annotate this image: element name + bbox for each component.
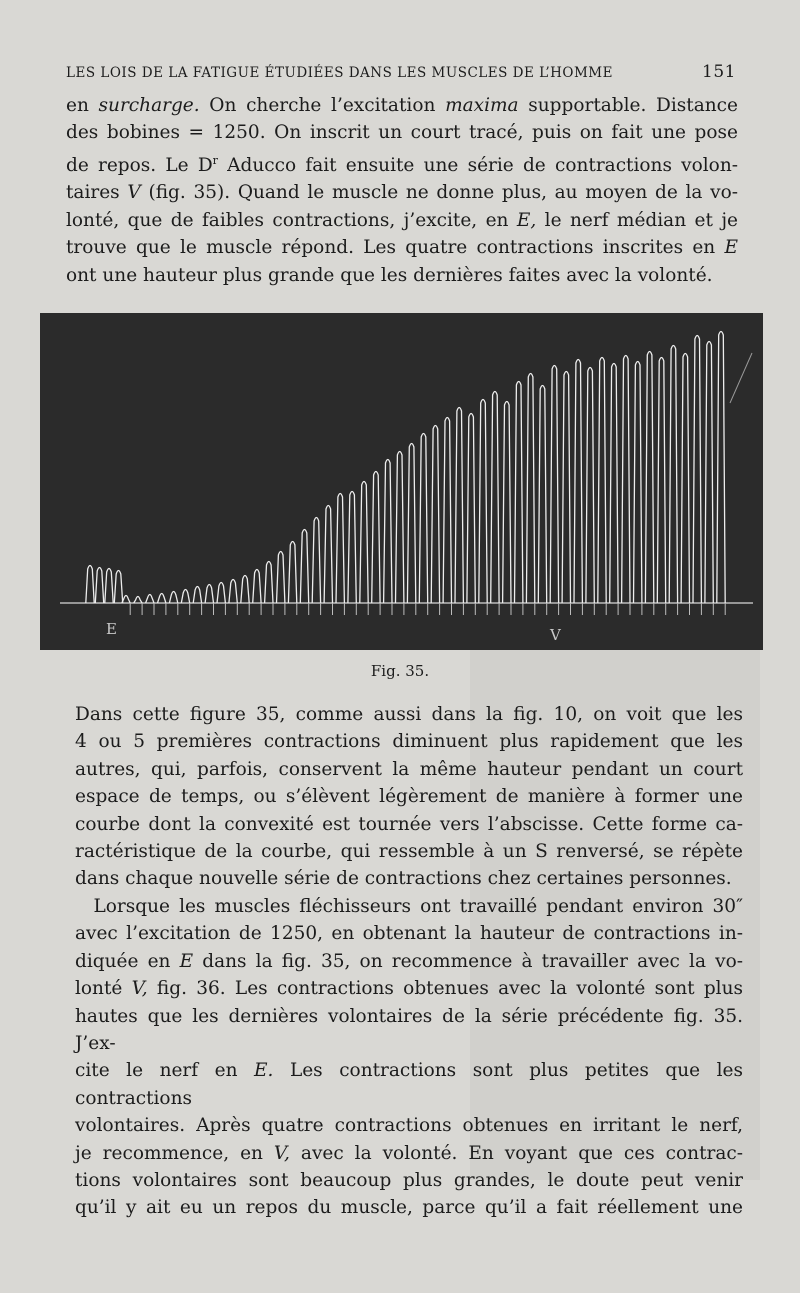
text-line: dans chaque nouvelle série de contractions chez certaines personnes. bbox=[75, 868, 732, 890]
text-line: autres, qui, parfois, conservent la même hauteur pendant un court bbox=[75, 758, 743, 780]
text-line: avec l’excitation de 1250, en obtenant la hauteur de contractions in- bbox=[75, 923, 743, 945]
text-line: Dans cette figure 35, comme aussi dans la fig. 10, on voit que les bbox=[75, 704, 743, 725]
text-line: des bobines = 1250. On inscrit un court tracé, puis on fait une pose bbox=[66, 122, 738, 144]
page-number: 151 bbox=[702, 62, 736, 82]
figure-35 bbox=[40, 313, 763, 650]
text-line: ont une hauteur plus grande que les dernières faites avec la volonté. bbox=[66, 264, 713, 286]
paragraph-3 bbox=[75, 893, 743, 1222]
smoked-paper-background bbox=[40, 313, 763, 650]
paragraph-2 bbox=[75, 701, 743, 893]
running-header bbox=[66, 62, 736, 82]
figure-caption: Fig. 35. bbox=[370, 662, 430, 680]
text-line: taires V (fig. 35). Quand le muscle ne donne plus, au moyen de la vo- bbox=[66, 182, 739, 204]
text-line: en surcharge. On cherche l’excitation maxima supportable. Distance bbox=[66, 95, 738, 116]
text-line: de repos. Le $D^r$ Aducco fait ensuite une série de contractions volon- bbox=[66, 153, 738, 176]
ergograph-trace bbox=[40, 313, 763, 650]
text-line: courbe dont la convexité est tournée vers l’abscisse. Cette forme ca- bbox=[75, 813, 743, 835]
text-line: tions volontaires sont beaucoup plus grandes, le doute peut venir bbox=[75, 1170, 743, 1192]
text-line: qu’il y ait eu un repos du muscle, parce qu’il a fait réellement une bbox=[75, 1197, 743, 1219]
text-line: espace de temps, ou s’élèvent légèrement de manière à former une bbox=[75, 786, 743, 808]
text-line: lonté V, fig. 36. Les contractions obtenues avec la volonté sont plus bbox=[75, 978, 743, 1000]
text-line: Lorsque les muscles fléchisseurs ont travaillé pendant environ 30″ bbox=[93, 896, 743, 917]
text-line: ractéristique de la courbe, qui ressemble à un S renversé, se répète bbox=[75, 841, 743, 863]
paragraph-1 bbox=[66, 92, 738, 289]
text-line: 4 ou 5 premières contractions diminuent plus rapidement que les bbox=[75, 731, 743, 753]
header-title: LES LOIS DE LA FATIGUE ÉTUDIÉES DANS LES MUSCLES DE L’HOMME bbox=[66, 65, 613, 81]
text-line: diquée en E dans la fig. 35, on recommence à travailler avec la vo- bbox=[75, 950, 743, 972]
text-line: hautes que les dernières volontaires de la série précédente fig. 35. J’ex- bbox=[75, 1005, 743, 1055]
text-line: cite le nerf en E. Les contractions sont plus petites que les contractions bbox=[75, 1060, 743, 1109]
text-line: lonté, que de faibles contractions, j’excite, en E, le nerf médian et je bbox=[66, 209, 738, 231]
text-line: trouve que le muscle répond. Les quatre contractions inscrites en E bbox=[66, 237, 738, 259]
text-line: je recommence, en V, avec la volonté. En voyant que ces contrac- bbox=[75, 1142, 743, 1164]
label-e: E bbox=[106, 620, 117, 638]
label-v: V bbox=[550, 626, 561, 644]
text-line: volontaires. Après quatre contractions obtenues en irritant le nerf, bbox=[75, 1115, 743, 1137]
